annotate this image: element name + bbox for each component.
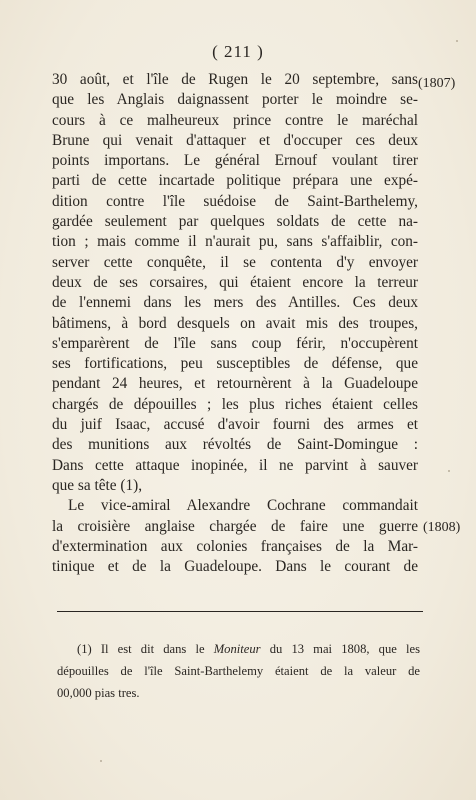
footnote-line: [57, 638, 420, 660]
text-line: s'emparèrent de l'île sans coup férir, n'occupèrent: [52, 334, 418, 352]
paper-speck: [448, 470, 450, 472]
paper-speck: [100, 760, 102, 762]
text-line: chargés de dépouilles ; les plus riches étaient celles: [52, 395, 418, 413]
paper-speck: [456, 40, 458, 42]
text-line: bâtimens, à bord desquels on avait mis des troupes,: [52, 314, 418, 332]
text-line: points importans. Le général Ernouf voulant tirer: [52, 152, 418, 170]
text-line: dition contre l'île suédoise de Saint-Barthelemy,: [52, 192, 418, 210]
text-line: pendant 24 heures, et retournèrent à la Guadeloupe: [52, 375, 418, 393]
margin-note-year-1808: (1808): [423, 520, 461, 535]
footnote-text: du 13 mai 1808, que les: [260, 642, 420, 656]
text-line: gardée seulement par quelques soldats de cette na-: [52, 213, 418, 231]
text-line: tion ; mais comme il n'aurait pu, sans s'affaiblir, con-: [52, 233, 418, 251]
footnote-text: (1) Il est dit dans le: [77, 642, 214, 656]
text-line: Brune qui venait d'attaquer et d'occuper ces deux: [52, 131, 418, 149]
text-line: que les Anglais daignassent porter le moindre se-: [52, 91, 418, 109]
text-line: d'extermination aux colonies françaises de la Mar-: [52, 537, 418, 555]
text-line-paragraph-start: Le vice-amiral Alexandre Cochrane commandait: [68, 497, 418, 515]
text-line: cours à ce malheureux prince contre le maréchal: [52, 111, 418, 129]
text-line: de l'ennemi dans les mers des Antilles. Ces deux: [52, 294, 418, 312]
footnote-italic-title: Moniteur: [213, 642, 261, 656]
footnote-line: 00,000 pias tres.: [57, 686, 140, 700]
text-line: deux de ses corsaires, qui étaient encore la terreur: [52, 273, 418, 291]
text-line: du juif Isaac, accusé d'avoir fourni des armes et: [52, 416, 418, 434]
text-line: server cette conquête, il se contenta d'y envoyer: [52, 253, 418, 271]
text-line: 30 août, et l'île de Rugen le 20 septembre, sans: [52, 71, 418, 88]
footnote-separator-rule: [57, 611, 423, 612]
text-line: Dans cette attaque inopinée, il ne parvint à sauver: [52, 456, 418, 474]
text-line: ses fortifications, peu susceptibles de défense, que: [52, 355, 418, 373]
page-number: ( 211 ): [212, 42, 264, 61]
text-line-paragraph-end: que sa tête (1),: [52, 476, 143, 494]
body-text: [52, 70, 418, 577]
text-line: des munitions aux révoltés de Saint-Domingue :: [52, 436, 418, 454]
text-line: parti de cette incartade politique prépara une expé-: [52, 172, 418, 190]
text-line: tinique et de la Guadeloupe. Dans le courant de: [52, 558, 418, 576]
footnote-line: dépouilles de l'île Saint-Barthelemy étaient de la valeur de: [57, 664, 420, 678]
margin-note-year-1807: (1807): [418, 76, 456, 91]
text-line: la croisière anglaise chargée de faire une guerre: [52, 517, 418, 535]
footnote: [57, 638, 420, 704]
